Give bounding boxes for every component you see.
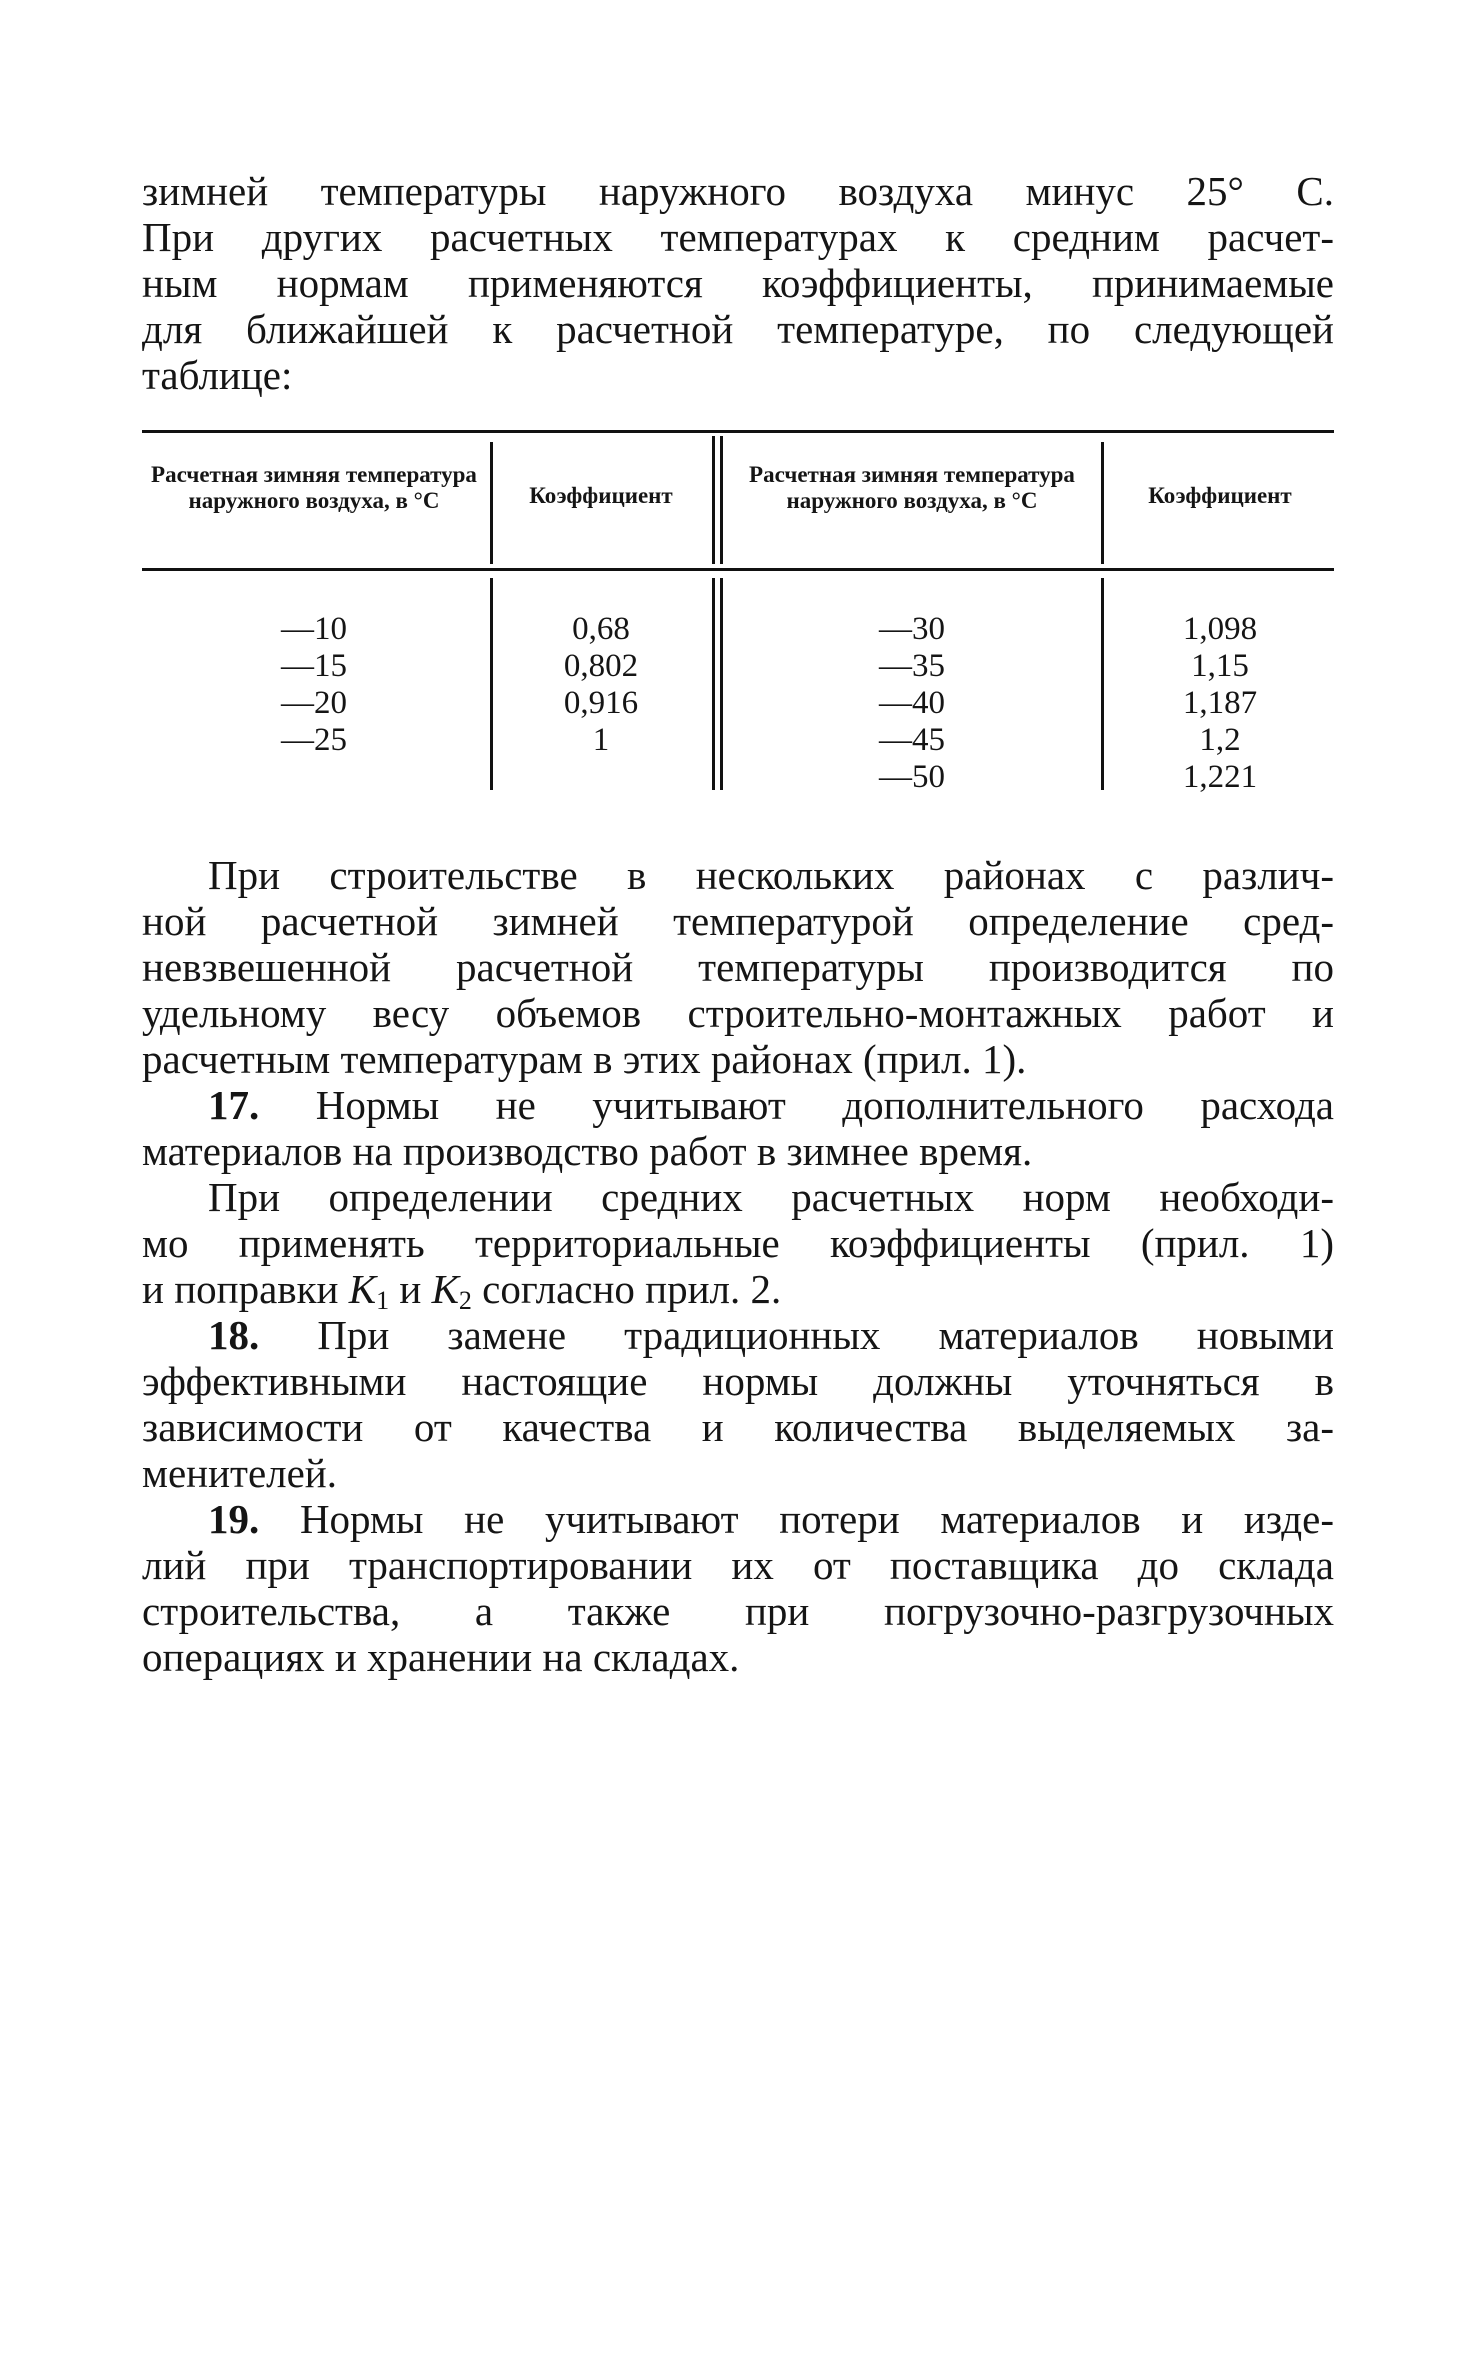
item-text: Нормы не учитывают дополнительного расхода	[315, 1082, 1335, 1128]
table-double-divider	[712, 436, 715, 564]
k1-subscript: 1	[376, 1286, 390, 1315]
item-18-line	[208, 1312, 1334, 1358]
table-double-divider	[712, 578, 715, 790]
paragraph-line: мо применять территориальные коэффициенты (прил. 1)	[142, 1220, 1334, 1266]
item-number: 19.	[208, 1496, 260, 1542]
item-19-line: операциях и хранении на складах.	[142, 1634, 740, 1680]
table-double-divider	[720, 436, 723, 564]
item-17-line: материалов на производство работ в зимнее время.	[142, 1128, 1033, 1174]
table-column-coefficient-1	[494, 611, 708, 759]
paragraph-line: невзвешенной расчетной температуры производится по	[142, 944, 1334, 990]
k1-symbol: K	[348, 1266, 377, 1312]
table-header-coefficient: Коэффициент	[529, 483, 673, 508]
intro-line-1: зимней температуры наружного воздуха минус 25° С.	[142, 168, 1334, 214]
item-18-line: эффективными настоящие нормы должны уточняться в	[142, 1358, 1334, 1404]
table-cell: —45	[879, 722, 945, 758]
table-cell: —30	[879, 611, 945, 647]
table-cell: 1	[592, 722, 610, 758]
table-cell: —25	[281, 722, 347, 758]
table-header-temperature: Расчетная зимняя температура наружного воздуха, в °С	[151, 462, 477, 513]
table-cell: 1,098	[1182, 611, 1258, 647]
paragraph-line: При строительстве в нескольких районах с различ-	[208, 852, 1334, 898]
item-19-line: строительства, а также при погрузочно-разгрузочных	[142, 1588, 1334, 1634]
table-header-coefficient: Коэффициент	[1148, 483, 1292, 508]
item-19-line	[208, 1496, 1334, 1542]
paragraph-line: удельному весу объемов строительно-монтажных работ и	[142, 990, 1334, 1036]
item-text: При замене традиционных материалов новыми	[317, 1312, 1334, 1358]
table-cell: —35	[879, 648, 945, 684]
paragraph-line: ной расчетной зимней температурой определение сред-	[142, 898, 1334, 944]
item-17-line	[208, 1082, 1334, 1128]
paragraph-line: расчетным температурам в этих районах (прил. 1).	[142, 1036, 1027, 1082]
table-divider	[1101, 442, 1104, 564]
table-cell: 1,221	[1182, 759, 1258, 795]
table-column-temperature-1	[142, 611, 486, 759]
table-cell: 0,68	[572, 611, 630, 647]
item-19-line: лий при транспортировании их от поставщика до склада	[142, 1542, 1334, 1588]
table-divider	[490, 442, 493, 564]
k2-symbol: K	[431, 1266, 459, 1312]
item-18-line: зависимости от качества и количества выделяемых за-	[142, 1404, 1334, 1450]
text: и поправки	[142, 1266, 349, 1312]
table-top-rule	[142, 430, 1334, 433]
item-18-line: менителей.	[142, 1450, 337, 1496]
table-divider	[1101, 578, 1104, 790]
paragraph-line: При определении средних расчетных норм необходи-	[208, 1174, 1334, 1220]
table-cell: 1,2	[1199, 722, 1241, 758]
paragraph-line-with-formula	[142, 1266, 1334, 1315]
text: согласно прил. 2.	[471, 1266, 782, 1312]
table-cell: —50	[879, 759, 945, 795]
table-column-coefficient-2	[1106, 611, 1334, 796]
intro-line-5: таблице:	[142, 352, 293, 398]
item-number: 18.	[208, 1312, 260, 1358]
table-cell: —10	[281, 611, 347, 647]
table-cell: —40	[879, 685, 945, 721]
table-header-rule	[142, 568, 1334, 571]
table-double-divider	[720, 578, 723, 790]
table-cell: 0,802	[563, 648, 639, 684]
intro-line-2: При других расчетных температурах к средним расчет-	[142, 214, 1334, 260]
intro-line-3: ным нормам применяются коэффициенты, принимаемые	[142, 260, 1334, 306]
table-divider	[490, 578, 493, 790]
table-column-temperature-2	[728, 611, 1096, 796]
table-cell: —15	[281, 648, 347, 684]
table-cell: 0,916	[563, 685, 639, 721]
item-text: Нормы не учитывают потери материалов и изде-	[299, 1496, 1335, 1542]
table-cell: —20	[281, 685, 347, 721]
table-cell: 1,187	[1182, 685, 1258, 721]
text: и	[389, 1266, 432, 1312]
k2-subscript: 2	[458, 1286, 472, 1315]
table-header-temperature: Расчетная зимняя температура наружного воздуха, в °С	[749, 462, 1075, 513]
intro-line-4: для ближайшей к расчетной температуре, по следующей	[142, 306, 1334, 352]
table-cell: 1,15	[1191, 648, 1249, 684]
item-number: 17.	[208, 1082, 260, 1128]
